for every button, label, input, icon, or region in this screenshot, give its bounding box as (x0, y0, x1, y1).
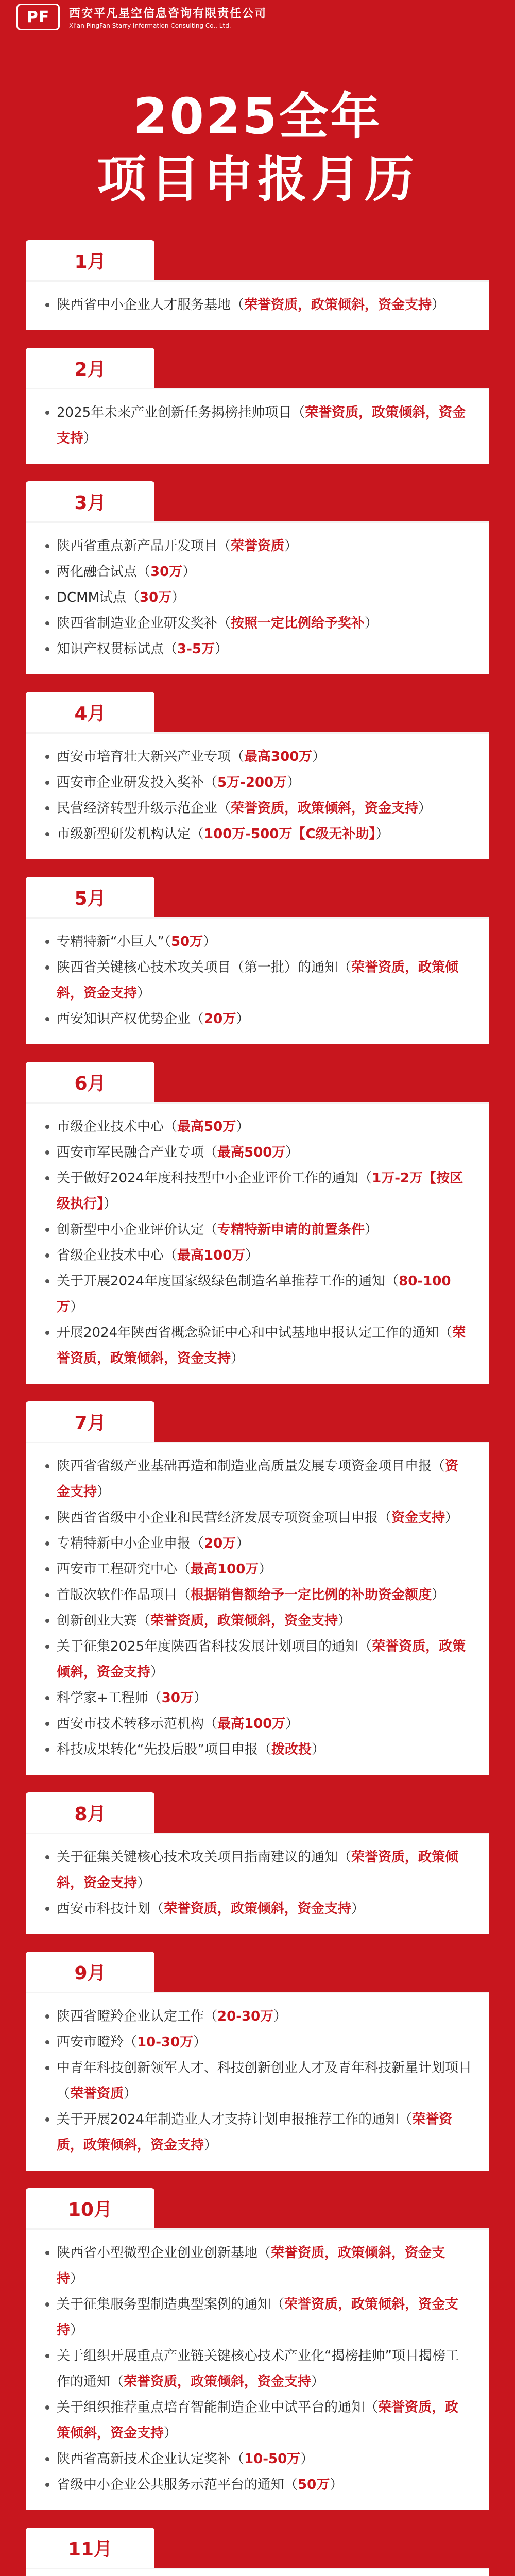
item-highlight: 20-30万 (217, 2009, 274, 2024)
list-item (43, 292, 472, 318)
list-item (43, 1711, 472, 1737)
item-text: ） (287, 775, 301, 790)
month-item-list (26, 280, 489, 330)
list-item (43, 2107, 472, 2158)
item-text: 科技成果转化“先投后股”项目申报（ (57, 1742, 271, 1757)
month-label: 8月 (26, 1792, 154, 1833)
item-highlight: 最高100万 (217, 1716, 286, 1732)
list-item (43, 533, 472, 559)
month-label: 1月 (26, 240, 154, 280)
month-item-list (26, 388, 489, 464)
item-highlight: 5万-200万 (217, 775, 287, 790)
month-item-list (26, 732, 489, 859)
item-text: 陕西省重点新产品开发项目（ (57, 538, 231, 554)
item-text: 西安市企业研发投入奖补（ (57, 775, 218, 790)
item-highlight: 荣誉资质，政策倾斜，资金支持 (57, 2297, 459, 2338)
item-highlight: 30万 (161, 1690, 194, 1706)
item-text: 创新型中小企业评价认定（ (57, 1222, 218, 1238)
item-highlight: 最高500万 (217, 1145, 286, 1160)
list-item (43, 1505, 472, 1531)
item-text: 首版次软件作品项目（ (57, 1587, 191, 1603)
item-text: 关于开展2024年制造业人才支持计划申报推荐工作的通知（ (57, 2112, 413, 2127)
company-logo: PF (16, 4, 60, 30)
item-text: 中青年科技创新领军人才、科技创新创业人才及青年科技新星计划项目（ (57, 2060, 472, 2102)
month-item-list (26, 521, 489, 674)
company-name-en: Xi'an PingFan Starry Information Consulting Co., Ltd. (69, 22, 231, 29)
item-text: 市级新型研发机构认定（ (57, 826, 204, 842)
header-bar (0, 0, 515, 34)
list-item (43, 2055, 472, 2107)
item-text: ） (273, 2009, 287, 2024)
item-highlight: 荣誉资质，政策倾斜，资金支持 (244, 297, 432, 313)
list-item (43, 955, 472, 1006)
item-highlight: 荣誉资质，政策倾斜，资金支持 (57, 1639, 466, 1680)
list-item (43, 1217, 472, 1243)
item-text: 科学家+工程师（ (57, 1690, 162, 1706)
item-highlight: 10-30万 (137, 2035, 194, 2050)
item-text: ） (236, 1536, 250, 1551)
item-text: 西安知识产权优势企业（ (57, 1011, 204, 1027)
item-highlight: 荣誉资质，政策倾斜，资金支持 (57, 1850, 459, 1891)
company-name-cn: 西安平凡星空信息咨询有限责任公司 (69, 7, 267, 20)
item-text: ） (150, 1665, 164, 1680)
list-item (43, 1140, 472, 1165)
list-item (43, 585, 472, 611)
item-highlight: 荣誉资质，政策倾斜，资金支持 (57, 1325, 466, 1366)
month-label: 5月 (26, 877, 154, 917)
item-text: ） (311, 1742, 325, 1757)
item-text: ） (432, 297, 445, 313)
item-text: ） (300, 2451, 314, 2467)
item-text: ） (311, 2374, 325, 2389)
list-item (43, 2240, 472, 2292)
item-text: ） (231, 1351, 245, 1366)
item-text: 陕西省制造业企业研发奖补（ (57, 616, 231, 631)
calendar-list (26, 240, 489, 2576)
item-highlight: 30万 (150, 564, 183, 580)
month-item-list (26, 1442, 489, 1775)
item-text: 民营经济转型升级示范企业（ (57, 801, 231, 816)
month-item-list (26, 1102, 489, 1384)
item-text: ） (236, 1011, 250, 1027)
list-item (43, 821, 472, 847)
month-label: 7月 (26, 1401, 154, 1442)
month-label: 9月 (26, 1952, 154, 1992)
item-highlight: 10-50万 (244, 2451, 301, 2467)
item-highlight: 荣誉资质 (70, 2086, 124, 2102)
item-text: ） (236, 1119, 250, 1134)
item-text: ） (365, 1222, 379, 1238)
title-line-1: 2025全年 (133, 88, 382, 145)
list-item (43, 1737, 472, 1762)
item-text: ） (330, 2477, 344, 2493)
item-text: 知识产权贯标试点（ (57, 641, 178, 657)
item-highlight: 20万 (204, 1536, 236, 1551)
item-text: ） (338, 1613, 352, 1629)
list-item (43, 1006, 472, 1032)
item-text: ） (70, 2323, 84, 2338)
item-text: 省级企业技术中心（ (57, 1248, 178, 1263)
item-highlight: 3-5万 (177, 641, 215, 657)
item-highlight: 最高50万 (177, 1119, 236, 1134)
item-highlight: 最高100万 (177, 1248, 246, 1263)
item-text: ） (215, 641, 229, 657)
list-item (43, 1582, 472, 1608)
item-text: 开展2024年陕西省概念验证中心和中试基地申报认定工作的通知（ (57, 1325, 453, 1341)
month-item-list (26, 1833, 489, 1934)
item-text: ） (193, 1690, 207, 1706)
item-highlight: 80-100万 (57, 1274, 451, 1315)
item-text: ） (432, 1587, 445, 1603)
item-text: 专精特新“小巨人”（ (57, 934, 171, 950)
month-item-list (26, 2568, 489, 2576)
month-label: 3月 (26, 481, 154, 521)
list-item (43, 1268, 472, 1320)
item-text: 专精特新中小企业申报（ (57, 1536, 204, 1551)
item-text: 西安市军民融合产业专项（ (57, 1145, 218, 1160)
item-highlight: 按照一定比例给予奖补 (231, 616, 365, 631)
list-item (43, 1531, 472, 1556)
month-label: 11月 (26, 2528, 154, 2568)
item-highlight: 拨改投 (271, 1742, 312, 1757)
item-highlight: 最高100万 (191, 1562, 259, 1577)
item-text: ） (104, 1196, 117, 1212)
item-text: 陕西省瞪羚企业认定工作（ (57, 2009, 218, 2024)
item-text: ） (204, 2138, 218, 2153)
item-text: 西安市瞪羚（ (57, 2035, 138, 2050)
item-text: 陕西省高新技术企业认定奖补（ (57, 2451, 245, 2467)
item-highlight: 荣誉资质，政策倾斜，资金支持 (57, 2245, 445, 2286)
list-item (43, 1114, 472, 1140)
month-label: 4月 (26, 692, 154, 732)
title-line-2: 项目申报月历 (97, 150, 418, 208)
item-text: ） (375, 826, 389, 842)
item-text: ） (83, 431, 97, 446)
month-item-list (26, 917, 489, 1044)
item-text: ） (445, 1510, 459, 1526)
item-text: 关于征集关键核心技术攻关项目指南建议的通知（ (57, 1850, 352, 1865)
item-text: 2025年未来产业创新任务揭榜挂帅项目（ (57, 405, 305, 420)
item-highlight: 荣誉资质 (231, 538, 285, 554)
item-text: 两化融合试点（ (57, 564, 151, 580)
list-item (43, 2292, 472, 2343)
item-text: ） (164, 2426, 178, 2441)
item-text: 关于征集2025年度陕西省科技发展计划项目的通知（ (57, 1639, 372, 1654)
item-highlight: 50万 (170, 934, 203, 950)
item-text: 西安市工程研究中心（ (57, 1562, 191, 1577)
list-item (43, 770, 472, 795)
list-item (43, 744, 472, 770)
item-highlight: 荣誉资质，政策倾斜，资金支持 (124, 2374, 312, 2389)
item-text: 陕西省小型微型企业创业创新基地（ (57, 2245, 271, 2261)
item-text: ） (70, 1299, 84, 1315)
item-text: ） (285, 1145, 299, 1160)
item-text: ） (137, 986, 151, 1001)
month-item-list (26, 2228, 489, 2510)
item-highlight: 100万-500万【C级无补助】 (204, 826, 376, 842)
item-text: ） (70, 2271, 84, 2286)
list-item (43, 1896, 472, 1922)
item-text: ） (285, 1716, 299, 1732)
item-text: 陕西省关键核心技术攻关项目（第一批）的通知（ (57, 960, 352, 975)
item-text: ） (97, 1484, 111, 1500)
item-text: ） (418, 801, 432, 816)
list-item (43, 1453, 472, 1505)
item-text: 关于征集服务型制造典型案例的通知（ (57, 2297, 285, 2312)
month-label: 10月 (26, 2188, 154, 2228)
page-title (0, 34, 515, 211)
list-item (43, 636, 472, 662)
list-item (43, 611, 472, 636)
list-item (43, 1608, 472, 1634)
list-item (43, 929, 472, 955)
list-item (43, 559, 472, 585)
list-item (43, 1243, 472, 1268)
item-text: 陕西省省级产业基础再造和制造业高质量发展专项资金项目申报（ (57, 1459, 445, 1474)
list-item (43, 1685, 472, 1711)
item-highlight: 1万-2万【按区级执行】 (57, 1171, 464, 1212)
item-text: ） (284, 538, 298, 554)
item-text: 关于组织开展重点产业链关键核心技术产业化“揭榜挂帅”项目揭榜工作的通知（ (57, 2348, 459, 2389)
item-highlight: 荣誉资质，政策倾斜，资金支持 (57, 405, 466, 446)
list-item (43, 2446, 472, 2472)
item-text: DCMM试点（ (57, 590, 140, 605)
item-text: 陕西省中小企业人才服务基地（ (57, 297, 245, 313)
item-text: ） (203, 934, 217, 950)
item-text: 西安市培育壮大新兴产业专项（ (57, 749, 245, 765)
list-item (43, 2395, 472, 2446)
item-highlight: 最高300万 (244, 749, 313, 765)
item-text: ） (259, 1562, 272, 1577)
item-highlight: 资金支持 (391, 1510, 445, 1526)
item-highlight: 荣誉资质，政策倾斜，资金支持 (231, 801, 419, 816)
list-item (43, 1634, 472, 1685)
list-item (43, 1556, 472, 1582)
month-label: 2月 (26, 348, 154, 388)
item-text: 关于做好2024年度科技型中小企业评价工作的通知（ (57, 1171, 372, 1186)
item-text: 西安市科技计划（ (57, 1901, 164, 1917)
item-text: ） (312, 749, 326, 765)
month-item-list (26, 1992, 489, 2171)
item-text: 关于组织推荐重点培育智能制造企业中试平台的通知（ (57, 2400, 379, 2415)
item-text: 关于开展2024年度国家级绿色制造名单推荐工作的通知（ (57, 1274, 399, 1289)
item-text: 省级中小企业公共服务示范平台的通知（ (57, 2477, 298, 2493)
list-item (43, 1844, 472, 1896)
item-highlight: 根据销售额给予一定比例的补助资金额度 (191, 1587, 432, 1603)
item-highlight: 荣誉资质，政策倾斜，资金支持 (57, 2400, 459, 2441)
list-item (43, 2029, 472, 2055)
list-item (43, 795, 472, 821)
item-highlight: 20万 (204, 1011, 236, 1027)
item-highlight: 30万 (140, 590, 172, 605)
item-text: ） (351, 1901, 365, 1917)
item-highlight: 荣誉资质，政策倾斜，资金支持 (150, 1613, 338, 1629)
item-text: ） (182, 564, 196, 580)
item-text: ） (171, 590, 185, 605)
list-item (43, 400, 472, 451)
item-text: ） (193, 2035, 207, 2050)
item-highlight: 荣誉资质，政策倾斜，资金支持 (164, 1901, 352, 1917)
list-item (43, 1320, 472, 1371)
item-text: ） (124, 2086, 138, 2102)
list-item (43, 2472, 472, 2498)
item-text: 创新创业大赛（ (57, 1613, 151, 1629)
list-item (43, 1165, 472, 1217)
item-highlight: 专精特新申请的前置条件 (217, 1222, 365, 1238)
item-highlight: 资金支持 (57, 1459, 459, 1500)
list-item (43, 2004, 472, 2029)
item-highlight: 荣誉资质，政策倾斜，资金支持 (57, 2112, 453, 2153)
item-text: ） (137, 1875, 151, 1891)
list-item (43, 2343, 472, 2395)
item-text: ） (245, 1248, 259, 1263)
month-label: 6月 (26, 1062, 154, 1102)
item-text: 西安市技术转移示范机构（ (57, 1716, 218, 1732)
item-text: ） (365, 616, 379, 631)
item-highlight: 荣誉资质，政策倾斜，资金支持 (57, 960, 459, 1001)
company-name (69, 5, 267, 29)
item-text: 陕西省省级中小企业和民营经济发展专项资金项目申报（ (57, 1510, 392, 1526)
item-highlight: 50万 (298, 2477, 330, 2493)
item-text: 市级企业技术中心（ (57, 1119, 178, 1134)
